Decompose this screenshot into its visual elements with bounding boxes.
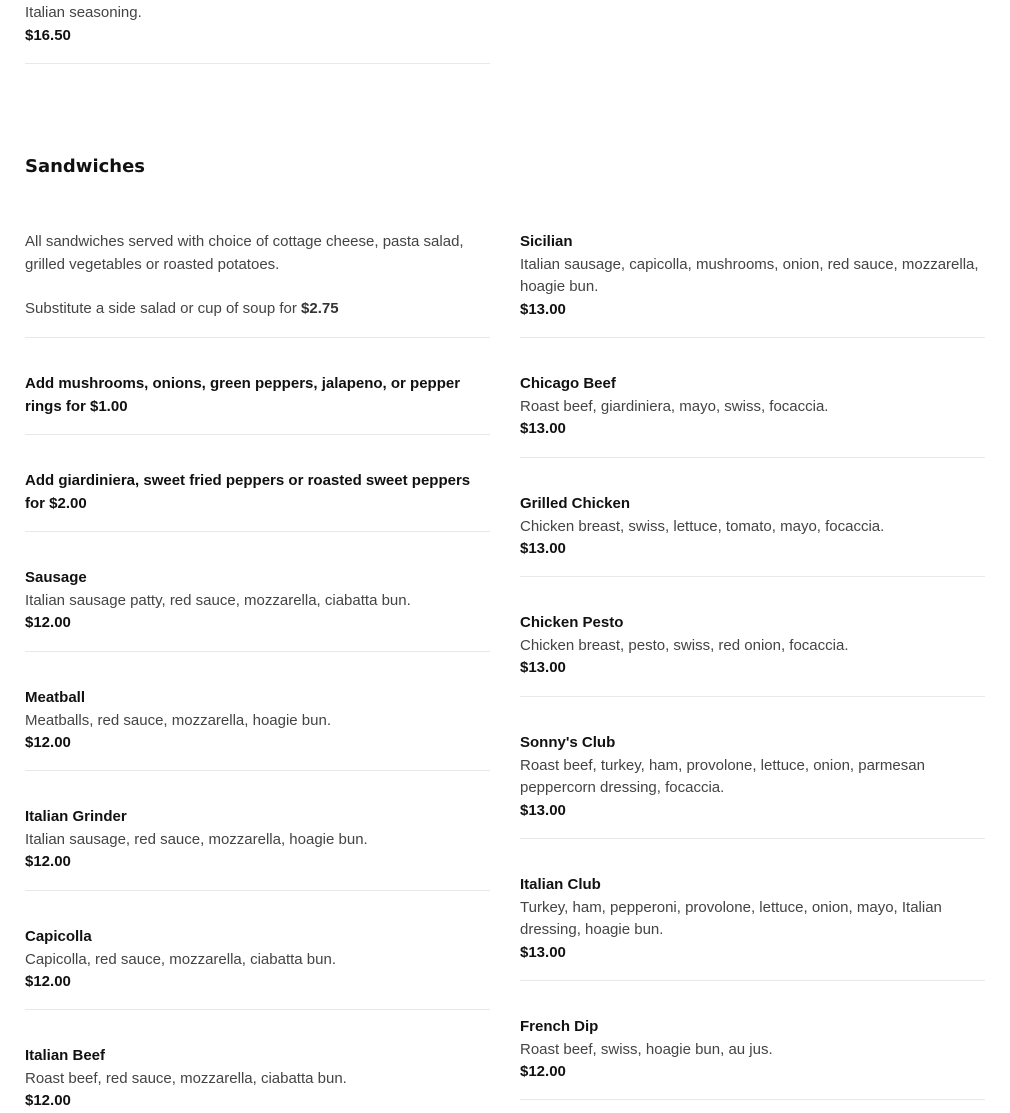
section-title: Sandwiches [25,156,146,177]
addon-note [25,373,490,435]
menu-item-price: $13.00 [520,801,566,819]
menu-item-description: Roast beef, giardiniera, mayo, swiss, focaccia. [520,397,829,415]
menu-item-name: Italian Club [520,876,601,893]
menu-item [25,926,490,1010]
menu-item-name: Sicilian [520,233,573,250]
menu-item-name: Italian Grinder [25,808,127,825]
menu-item-description: Italian sausage patty, red sauce, mozzarella, ciabatta bun. [25,591,411,609]
menu-item-name: Italian Beef [25,1047,106,1064]
menu-item-name: Meatball [25,689,86,706]
menu-item-price: $12.00 [520,1063,566,1080]
menu-item [25,687,490,771]
menu-item-description: Roast beef, red sauce, mozzarella, ciabatta bun. [25,1069,347,1087]
substitute-price: $2.75 [301,300,339,317]
menu-item-price: $12.00 [25,973,71,990]
substitute-text: Substitute a side salad or cup of soup for [25,300,297,317]
addon-note [25,470,490,532]
menu-item [520,493,985,577]
menu-item-description: Italian sausage, capicolla, mushrooms, onion, red sauce, mozzarella, hoagie bun. [520,255,979,295]
menu-item-name: Sonny's Club [520,734,616,751]
addon-text: Add giardiniera, sweet fried peppers or roasted sweet peppers for $2.00 [25,472,471,512]
menu-item [520,874,985,981]
menu-item-price: $12.00 [25,734,71,751]
sides-note: All sandwiches served with choice of cottage cheese, pasta salad, grilled vegetables or roasted potatoes. [25,233,464,273]
sandwich-intro-note [25,231,490,338]
menu-item [25,806,490,891]
menu-item-price: $16.50 [25,26,71,44]
menu-item-description: Italian sausage, red sauce, mozzarella, hoagie bun. [25,830,368,848]
menu-item-price: $13.00 [520,943,566,961]
menu-item-price: $12.00 [25,1092,71,1109]
menu-item [520,612,985,697]
menu-item-price: $13.00 [520,659,566,676]
menu-item [520,1016,985,1100]
menu-item [520,732,985,839]
menu-item [25,567,490,652]
menu-item-name: Grilled Chicken [520,495,631,512]
menu-item-name: Chicago Beef [520,375,616,392]
menu-item-description: Turkey, ham, pepperoni, provolone, lettuce, onion, mayo, Italian dressing, hoagie bun. [520,898,942,938]
addon-text: Add mushrooms, onions, green peppers, jalapeno, or pepper rings for $1.00 [25,375,461,415]
menu-item-description: Meatballs, red sauce, mozzarella, hoagie bun. [25,711,332,729]
menu-item-description: Roast beef, swiss, hoagie bun, au jus. [520,1040,773,1058]
menu-item-name: Capicolla [25,928,92,945]
menu-item-name: French Dip [520,1018,599,1035]
menu-item-description: Chicken breast, swiss, lettuce, tomato, mayo, focaccia. [520,517,885,535]
menu-item [520,231,985,338]
menu-item [520,373,985,458]
menu-item-name: Chicken Pesto [520,614,624,631]
menu-item-previous [25,2,490,64]
menu-item-description: Capicolla, red sauce, mozzarella, ciabatta bun. [25,950,337,968]
menu-item-name: Sausage [25,569,87,586]
substitute-note [25,298,490,321]
menu-item-price: $13.00 [520,540,566,557]
menu-item-description: Italian seasoning. [25,4,142,21]
menu-item-price: $13.00 [520,420,566,437]
menu-item-price: $13.00 [520,300,566,318]
menu-item-price: $12.00 [25,853,71,870]
menu-item [25,1045,490,1108]
menu-item-price: $12.00 [25,614,71,631]
menu-item-description: Roast beef, turkey, ham, provolone, lettuce, onion, parmesan peppercorn dressing, focaccia. [520,756,925,796]
menu-item-description: Chicken breast, pesto, swiss, red onion, focaccia. [520,636,849,654]
